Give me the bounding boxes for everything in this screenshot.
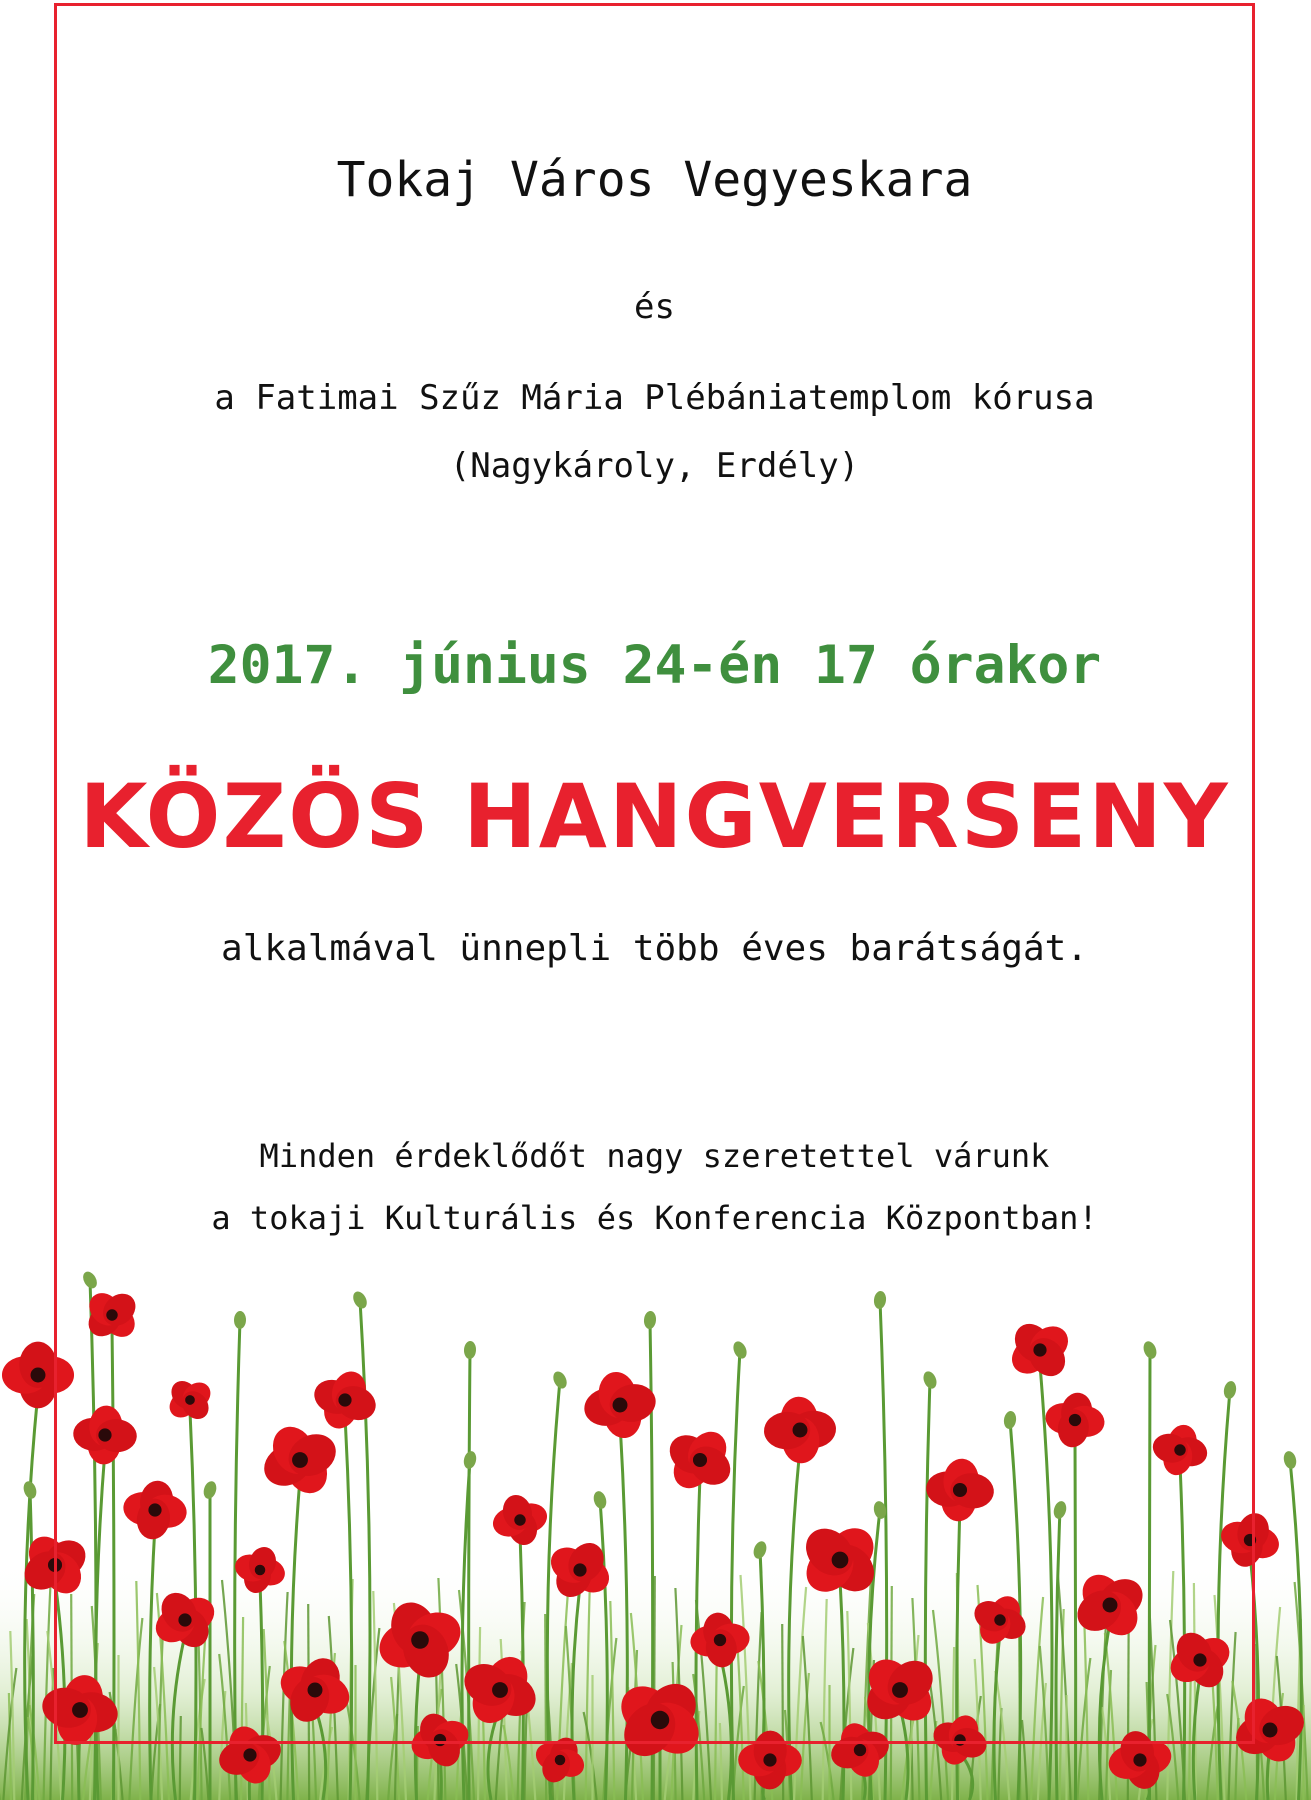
poppy-center — [613, 1398, 628, 1413]
grass-blade — [180, 1716, 181, 1800]
poppy-flower — [121, 1479, 189, 1542]
invitation-line-2: a tokaji Kulturális és Konferencia Központban! — [211, 1199, 1098, 1237]
poppy-center — [338, 1393, 351, 1406]
poppy-center — [555, 1755, 566, 1766]
poppy-flower — [72, 1405, 138, 1466]
poppy-bud — [1052, 1500, 1068, 1520]
poppy-center — [492, 1682, 508, 1698]
poppy-center — [308, 1683, 323, 1698]
poppy-stem — [469, 1350, 470, 1800]
poppy-buds — [22, 1269, 1298, 1560]
event-title: KÖZÖS HANGVERSENY — [79, 765, 1230, 868]
poppy-center — [411, 1631, 429, 1649]
poppy-bud — [80, 1269, 99, 1291]
poppy-center — [514, 1514, 525, 1525]
poppy-center — [1193, 1653, 1206, 1666]
poppy-center — [651, 1711, 669, 1729]
poppy-center — [1069, 1414, 1081, 1426]
poppy-bud — [234, 1311, 246, 1329]
poppy-center — [106, 1309, 117, 1320]
poppy-stem — [1075, 1434, 1076, 1800]
poppy-bud — [1222, 1380, 1237, 1400]
conjunction: és — [634, 287, 675, 327]
poppy-bud — [873, 1290, 887, 1309]
poppy-bud — [464, 1341, 477, 1360]
organizer-2-location: (Nagykároly, Erdély) — [449, 446, 860, 486]
invitation-line-1: Minden érdeklődőt nagy szeretettel várunk — [259, 1137, 1050, 1175]
event-date-time: 2017. június 24-én 17 órakor — [207, 635, 1102, 696]
poppy-center — [1174, 1444, 1185, 1455]
poppy-center — [832, 1552, 849, 1569]
poppy-flower — [581, 1369, 659, 1442]
poppy-stem — [1149, 1350, 1150, 1800]
poppy-meadow-illustration — [0, 1260, 1311, 1800]
poppy-center — [1103, 1598, 1118, 1613]
poppy-center — [1244, 1534, 1256, 1546]
poppy-center — [148, 1503, 161, 1516]
poppy-bud — [551, 1369, 570, 1390]
poppy-flower — [1150, 1422, 1210, 1478]
poppy-center — [954, 1734, 965, 1745]
poppy-center — [72, 1702, 88, 1718]
event-description: alkalmával ünnepli több éves barátságát. — [221, 928, 1088, 969]
poppy-center — [292, 1452, 308, 1468]
poppy-center — [434, 1734, 446, 1746]
poppy-bud — [462, 1450, 478, 1470]
poppy-bud — [1003, 1410, 1018, 1430]
poppy-center — [793, 1423, 808, 1438]
poppy-center — [1033, 1343, 1046, 1356]
poppy-flower — [309, 1367, 380, 1434]
poppy-center — [892, 1682, 908, 1698]
poppy-bud — [592, 1490, 608, 1511]
poppy-bud — [350, 1289, 369, 1311]
poppy-center — [994, 1614, 1005, 1625]
poppy-bud — [1141, 1339, 1158, 1360]
poppy-bud — [1282, 1450, 1298, 1470]
poppy-center — [185, 1395, 195, 1405]
poppy-center — [1263, 1723, 1278, 1738]
organizer-1: Tokaj Város Vegyeskara — [336, 152, 973, 208]
organizer-2: a Fatimai Szűz Mária Plébániatemplom kórusa — [214, 378, 1095, 418]
poppy-center — [243, 1748, 256, 1761]
poppy-center — [763, 1753, 776, 1766]
poppy-bud — [202, 1480, 219, 1501]
poppy-flower — [490, 1492, 551, 1549]
poppy-center — [1133, 1753, 1146, 1766]
poppy-flower — [2, 1342, 74, 1409]
poppy-flower — [257, 1420, 343, 1501]
poppy-center — [178, 1613, 191, 1626]
poppy-center — [953, 1483, 967, 1497]
poppy-bud — [22, 1480, 39, 1501]
poppy-bud — [643, 1311, 657, 1330]
poppy-bud — [751, 1540, 768, 1561]
poppy-flower — [925, 1457, 996, 1523]
poppy-center — [255, 1565, 266, 1576]
poppy-center — [714, 1634, 726, 1646]
poppy-bud — [731, 1339, 749, 1360]
poppy-center — [573, 1563, 586, 1576]
poppy-bud — [921, 1369, 939, 1390]
poppy-center — [48, 1558, 62, 1572]
poppy-center — [854, 1744, 866, 1756]
poppy-center — [98, 1428, 111, 1441]
poppy-flower — [1043, 1390, 1106, 1449]
poppy-center — [693, 1453, 707, 1467]
poppy-center — [31, 1368, 46, 1383]
poppy-flower — [763, 1396, 837, 1465]
